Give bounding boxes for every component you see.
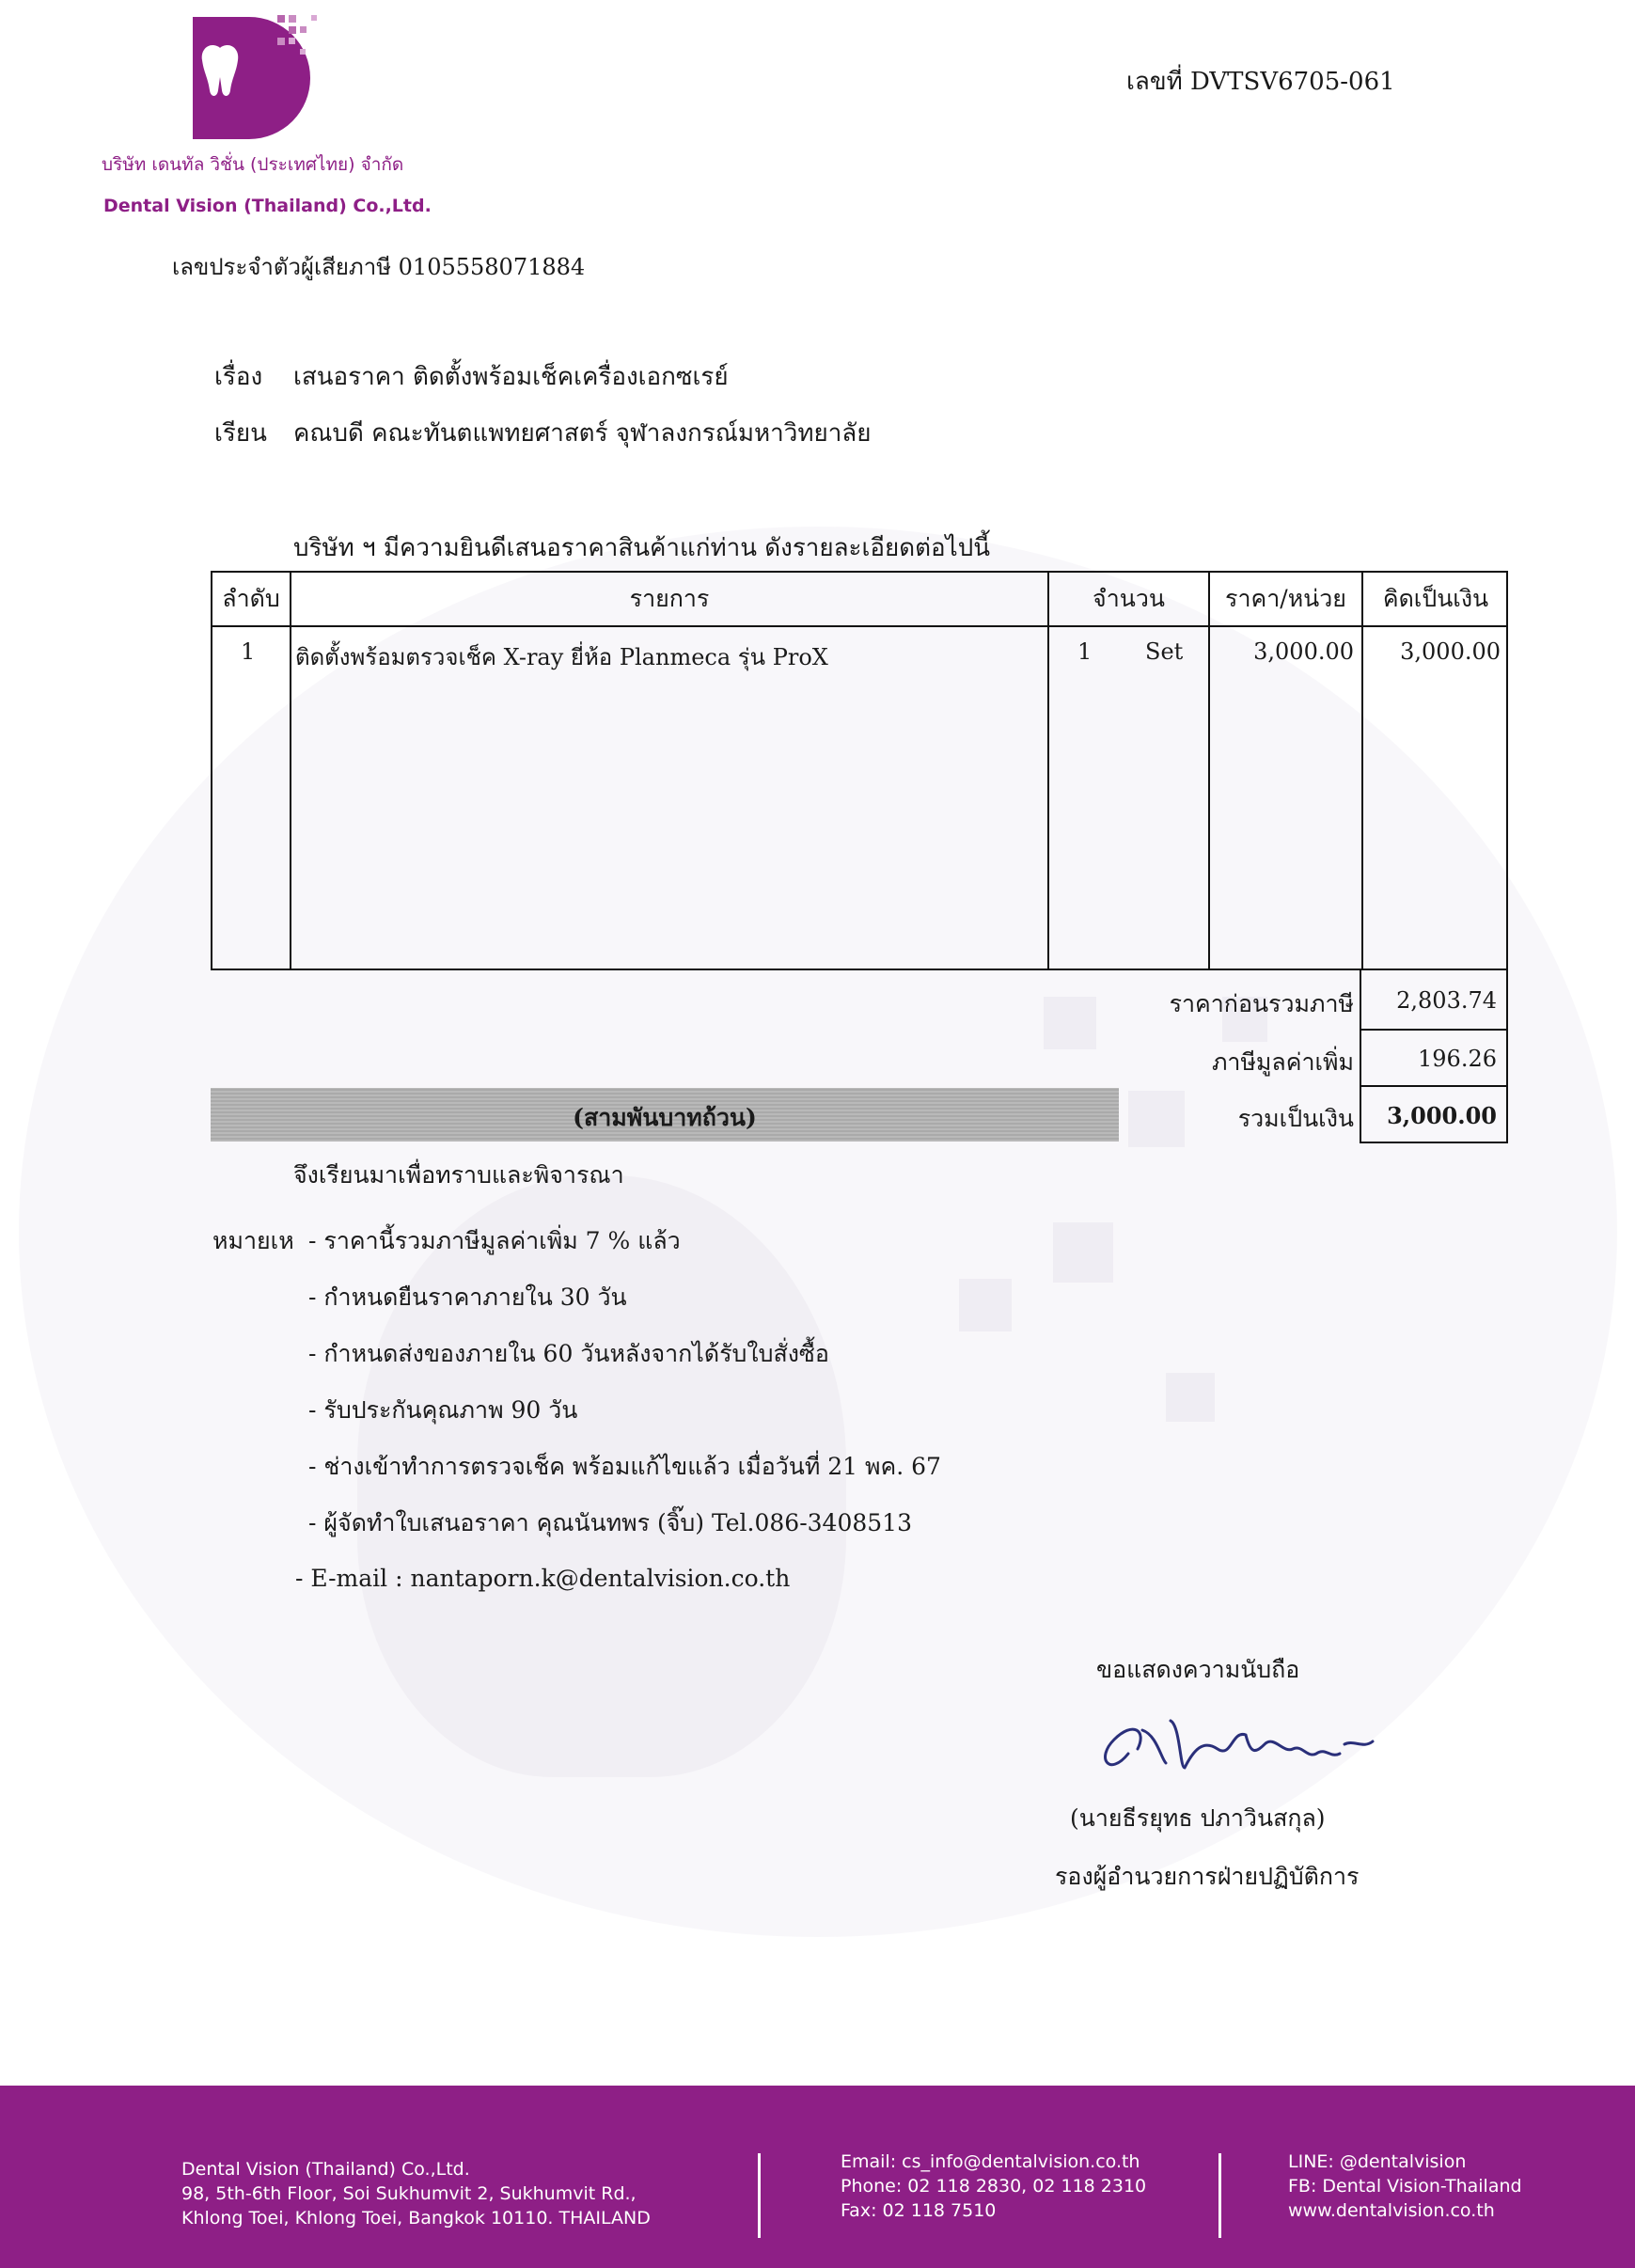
amount-in-words-bar: [211, 1088, 1119, 1142]
total-value: 3,000.00: [1387, 1102, 1497, 1129]
row-no: 1: [241, 638, 256, 665]
company-name-th: บริษัท เดนทัล วิชั่น (ประเทศไทย) จำกัด: [102, 154, 404, 175]
note-item: - กำหนดส่งของภายใน 60 วันหลังจากได้รับใบสั่งซื้อ: [308, 1340, 829, 1367]
subject-label: เรื่อง: [214, 363, 263, 391]
row-unit: Set: [1145, 638, 1184, 665]
note-item: - ผู้จัดทำใบเสนอราคา คุณนันทพร (จิ๊บ) Tel.086-3408513: [308, 1509, 912, 1536]
note-item: - ช่างเข้าทำการตรวจเช็ค พร้อมแก้ไขแล้ว เมื่อวันที่ 21 พค. 67: [308, 1453, 941, 1480]
signer-position: รองผู้อำนวยการฝ่ายปฏิบัติการ: [1055, 1863, 1360, 1890]
vat-label: ภาษีมูลค่าเพิ่ม: [1211, 1048, 1354, 1076]
closing-text: จึงเรียนมาเพื่อทราบและพิจารณา: [293, 1161, 624, 1189]
header-amount: คิดเป็นเงิน: [1382, 585, 1489, 612]
header-qty: จำนวน: [1093, 585, 1165, 612]
footer-address: [181, 2157, 651, 2230]
company-name-en: Dental Vision (Thailand) Co.,Ltd.: [103, 196, 432, 216]
signer-name: (นายธีรยุทธ ปภาวินสกุล): [1070, 1804, 1326, 1832]
total-label: รวมเป็นเงิน: [1237, 1105, 1354, 1132]
footer-facebook: FB: Dental Vision-Thailand: [1288, 2176, 1522, 2197]
subtotal-value: 2,803.74: [1396, 987, 1497, 1014]
subject-value: เสนอราคา ติดตั้งพร้อมเช็คเครื่องเอกซเรย์: [293, 363, 729, 391]
footer-email[interactable]: Email: cs_info@dentalvision.co.th: [841, 2151, 1140, 2172]
footer-phone: Phone: 02 118 2830, 02 118 2310: [841, 2176, 1147, 2197]
footer-website[interactable]: www.dentalvision.co.th: [1288, 2200, 1495, 2221]
subtotal-label: ราคาก่อนรวมภาษี: [1169, 990, 1354, 1017]
row-unit-price: 3,000.00: [1253, 638, 1354, 665]
row-item: ติดตั้งพร้อมตรวจเช็ค X-ray ยี่ห้อ Planmeca รุ่น ProX: [295, 644, 828, 670]
email-note: - E-mail : nantaporn.k@dentalvision.co.th: [295, 1565, 791, 1592]
note-item: - รับประกันคุณภาพ 90 วัน: [308, 1396, 578, 1424]
recipient-label: เรียน: [214, 419, 267, 448]
footer-divider: [1218, 2153, 1221, 2238]
document-number: เลขที่ DVTSV6705-061: [1126, 68, 1395, 96]
row-qty: 1: [1077, 638, 1093, 665]
footer-contact: [841, 2150, 1146, 2223]
footer-social: [1288, 2150, 1522, 2223]
footer-address-line: 98, 5th-6th Floor, Soi Sukhumvit 2, Sukhumvit Rd.,: [181, 2183, 637, 2204]
quotation-table: [211, 571, 1508, 970]
row-amount: 3,000.00: [1400, 638, 1501, 665]
recipient-value: คณบดี คณะทันตแพทยศาสตร์ จุฬาลงกรณ์มหาวิทยาลัย: [293, 419, 872, 448]
header-unit-price: ราคา/หน่วย: [1225, 585, 1346, 612]
footer-line: LINE: @dentalvision: [1288, 2151, 1467, 2172]
footer-fax: Fax: 02 118 7510: [841, 2200, 997, 2221]
footer-address-line: Dental Vision (Thailand) Co.,Ltd.: [181, 2159, 470, 2180]
note-item: - กำหนดยืนราคาภายใน 30 วัน: [308, 1284, 627, 1311]
amount-in-words: (สามพันบาทถ้วน): [573, 1104, 757, 1131]
header-item: รายการ: [629, 585, 710, 612]
note-item: - ราคานี้รวมภาษีมูลค่าเพิ่ม 7 % แล้ว: [308, 1227, 681, 1254]
company-logo: [183, 8, 324, 149]
watermark-square: [959, 1279, 1012, 1331]
footer-divider: [758, 2153, 761, 2238]
watermark-square: [1166, 1373, 1215, 1422]
header-no: ลำดับ: [222, 585, 280, 612]
vat-value: 196.26: [1418, 1046, 1497, 1072]
watermark-square: [1053, 1222, 1113, 1283]
intro-text: บริษัท ฯ มีความยินดีเสนอราคาสินค้าแก่ท่าน ดังรายละเอียดต่อไปนี้: [293, 534, 990, 562]
footer-address-line: Khlong Toei, Khlong Toei, Bangkok 10110. THAILAND: [181, 2208, 651, 2229]
signature: [1091, 1702, 1410, 1787]
notes-label: หมายเห: [212, 1227, 294, 1254]
tax-id: เลขประจำตัวผู้เสียภาษี 0105558071884: [172, 254, 586, 280]
regards-text: ขอแสดงความนับถือ: [1096, 1656, 1300, 1683]
